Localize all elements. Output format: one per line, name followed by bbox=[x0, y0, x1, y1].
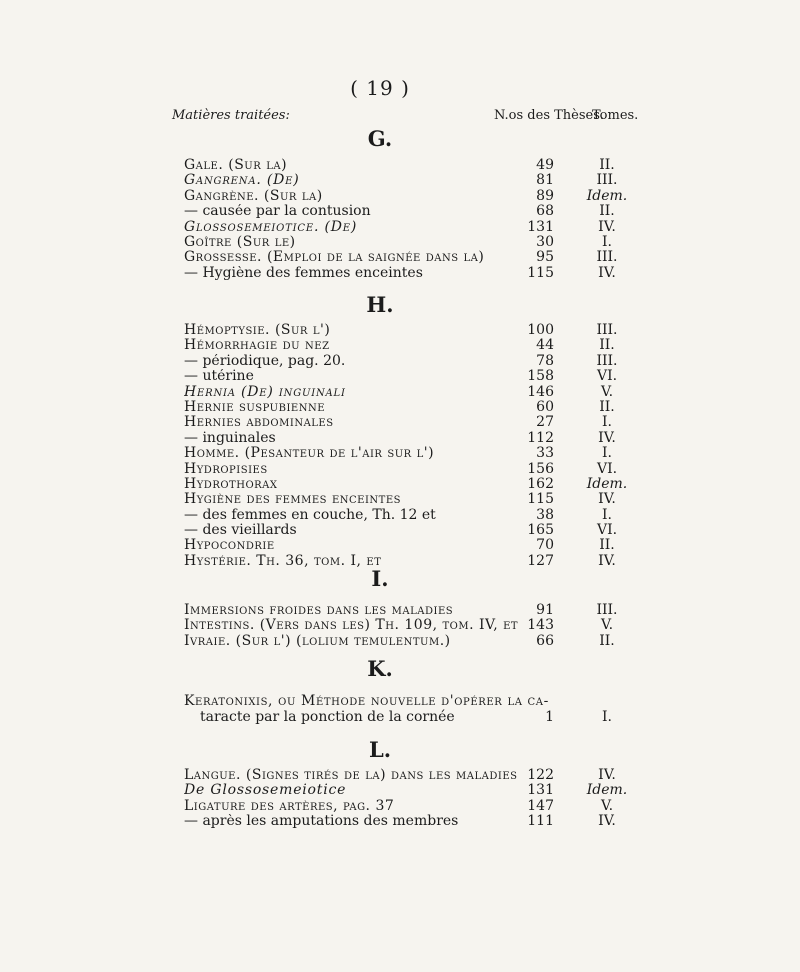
entry-label: Ivraie. (Sur l') (lolium temulentum.) bbox=[184, 633, 451, 649]
entry-label: Gale. (Sur la) bbox=[184, 158, 288, 173]
entry-thesis-number: 146 bbox=[527, 383, 554, 400]
entry-volume: I. bbox=[602, 414, 612, 431]
entry-volume: IV. bbox=[598, 767, 616, 783]
entry-label: Immersions froides dans les maladies bbox=[184, 603, 454, 618]
entry-label: Hydropisies bbox=[184, 461, 268, 477]
section-letter-l: L. bbox=[368, 737, 392, 762]
entry-volume: Idem. bbox=[586, 782, 628, 799]
entry-volume: V. bbox=[600, 797, 614, 814]
index-entry bbox=[184, 323, 630, 338]
page-number: ( 19 ) bbox=[350, 76, 410, 100]
index-entry bbox=[184, 523, 630, 538]
entry-thesis-number: 100 bbox=[527, 322, 554, 338]
entry-volume: II. bbox=[599, 398, 615, 415]
entry-thesis-number: 115 bbox=[527, 264, 554, 281]
entry-label: Hystérie. Th. 36, tom. I, et bbox=[184, 553, 382, 569]
entry-label: Langue. (Signes tirés de la) dans les maladies bbox=[184, 768, 518, 783]
entry-thesis-number: 49 bbox=[536, 157, 554, 173]
index-entry bbox=[184, 266, 630, 281]
section-letter-h: H. bbox=[366, 292, 394, 317]
entry-label: Hernies abdominales bbox=[184, 415, 334, 431]
entry-thesis-number: 78 bbox=[536, 352, 554, 369]
entry-volume: I. bbox=[602, 445, 612, 462]
entry-thesis-number: 91 bbox=[536, 602, 554, 618]
entry-label: Gangrène. (Sur la) bbox=[184, 188, 323, 204]
entry-thesis-number: 66 bbox=[536, 632, 554, 649]
index-entry bbox=[184, 385, 630, 400]
entry-label: Hydrothorax bbox=[184, 476, 278, 492]
index-entry bbox=[184, 446, 630, 461]
index-entry bbox=[184, 603, 630, 618]
entry-label: Ligature des artères, pag. 37 bbox=[184, 798, 395, 814]
entry-label: — causée par la contusion bbox=[184, 204, 371, 220]
section-i-entries bbox=[184, 603, 630, 649]
entry-thesis-number: 27 bbox=[536, 414, 554, 431]
header-subjects: Matières traitées: bbox=[172, 108, 290, 123]
entry-thesis-number: 165 bbox=[527, 522, 554, 539]
entry-volume: II. bbox=[599, 203, 615, 220]
entry-label: Hernia (De) inguinali bbox=[184, 384, 346, 400]
entry-label: — Hygiène des femmes enceintes bbox=[184, 265, 423, 281]
entry-thesis-number: 30 bbox=[536, 233, 554, 250]
index-entry bbox=[184, 158, 630, 173]
entry-volume: IV. bbox=[598, 813, 616, 830]
index-entry bbox=[184, 415, 630, 430]
entry-volume: IV. bbox=[598, 264, 616, 281]
index-entry bbox=[184, 189, 630, 204]
entry-thesis-number: 33 bbox=[536, 445, 554, 462]
entry-volume: IV. bbox=[598, 552, 616, 569]
index-entry bbox=[184, 492, 630, 507]
entry-volume: III. bbox=[596, 352, 618, 369]
entry-thesis-number: 38 bbox=[536, 506, 554, 523]
index-entry bbox=[184, 508, 630, 523]
entry-thesis-number: 122 bbox=[527, 767, 554, 783]
entry-volume: II. bbox=[599, 632, 615, 649]
index-entry bbox=[184, 538, 630, 553]
entry-volume: VI. bbox=[596, 522, 618, 539]
entry-volume: IV. bbox=[598, 491, 616, 508]
entry-volume: III. bbox=[596, 322, 618, 338]
entry-thesis-number: 162 bbox=[527, 475, 554, 492]
entry-thesis-number: 112 bbox=[527, 429, 554, 446]
section-letter-g: G. bbox=[367, 126, 393, 151]
index-entry-keratonixis bbox=[184, 693, 630, 725]
entry-volume: III. bbox=[596, 172, 618, 189]
section-g-entries bbox=[184, 158, 630, 281]
entry-volume: IV. bbox=[598, 429, 616, 446]
entry-label: — des femmes en couche, Th. 12 et bbox=[184, 507, 436, 523]
entry-thesis-number: 81 bbox=[536, 172, 554, 189]
entry-label: — utérine bbox=[184, 369, 254, 385]
index-entry bbox=[184, 400, 630, 415]
entry-thesis-number: 158 bbox=[527, 368, 554, 385]
entry-thesis-number: 1 bbox=[545, 709, 554, 725]
index-entry bbox=[184, 477, 630, 492]
entry-volume: V. bbox=[600, 617, 614, 634]
entry-volume: I. bbox=[602, 709, 612, 725]
entry-label: Homme. (Pesanteur de l'air sur l') bbox=[184, 446, 435, 462]
entry-volume: I. bbox=[602, 506, 612, 523]
section-h-entries bbox=[184, 323, 630, 569]
header-thesis-numbers: N.os des Thèses. bbox=[494, 108, 605, 123]
index-entry bbox=[184, 431, 630, 446]
entry-thesis-number: 95 bbox=[536, 249, 554, 266]
header-volumes: Tomes. bbox=[592, 108, 639, 123]
entry-volume: VI. bbox=[596, 368, 618, 385]
entry-volume: VI. bbox=[596, 460, 618, 477]
entry-label: Goître (Sur le) bbox=[184, 234, 296, 250]
entry-label: — inguinales bbox=[184, 430, 276, 446]
entry-thesis-number: 127 bbox=[527, 552, 554, 569]
entry-label: Hygiène des femmes enceintes bbox=[184, 492, 402, 508]
entry-thesis-number: 89 bbox=[536, 187, 554, 204]
index-entry bbox=[184, 204, 630, 219]
entry-thesis-number: 44 bbox=[536, 337, 554, 354]
entry-thesis-number: 131 bbox=[527, 218, 554, 235]
entry-volume: II. bbox=[599, 337, 615, 354]
entry-volume: V. bbox=[600, 383, 614, 400]
section-l-entries bbox=[184, 768, 630, 830]
entry-volume: Idem. bbox=[586, 187, 628, 204]
entry-line-2 bbox=[184, 709, 630, 725]
entry-label: — des vieillards bbox=[184, 523, 297, 539]
section-letter-i: I. bbox=[371, 566, 389, 591]
entry-label: — après les amputations des membres bbox=[184, 814, 459, 830]
index-entry bbox=[184, 799, 630, 814]
entry-volume: II. bbox=[599, 157, 615, 173]
entry-volume: II. bbox=[599, 537, 615, 554]
index-entry bbox=[184, 618, 630, 633]
entry-thesis-number: 147 bbox=[527, 797, 554, 814]
index-entry bbox=[184, 235, 630, 250]
entry-label: — périodique, pag. 20. bbox=[184, 353, 346, 369]
entry-thesis-number: 131 bbox=[527, 782, 554, 799]
entry-label: Gangrena. (De) bbox=[184, 173, 300, 189]
entry-thesis-number: 111 bbox=[527, 813, 554, 830]
index-entry bbox=[184, 768, 630, 783]
entry-label: Hypocondrie bbox=[184, 538, 275, 554]
entry-label: Glossosemeiotice. (De) bbox=[184, 219, 358, 235]
entry-thesis-number: 143 bbox=[527, 617, 554, 634]
section-letter-k: K. bbox=[367, 656, 393, 681]
entry-volume: IV. bbox=[598, 218, 616, 235]
entry-label: Grossesse. (Emploi de la saignée dans la) bbox=[184, 250, 485, 266]
index-entry bbox=[184, 173, 630, 188]
index-entry bbox=[184, 462, 630, 477]
entry-thesis-number: 60 bbox=[536, 398, 554, 415]
index-entry bbox=[184, 250, 630, 265]
index-entry bbox=[184, 783, 630, 798]
entry-thesis-number: 68 bbox=[536, 203, 554, 220]
entry-thesis-number: 115 bbox=[527, 491, 554, 508]
index-entry bbox=[184, 634, 630, 649]
entry-volume: Idem. bbox=[586, 475, 628, 492]
index-entry bbox=[184, 220, 630, 235]
entry-label: Hémoptysie. (Sur l') bbox=[184, 323, 331, 338]
index-entry bbox=[184, 814, 630, 829]
entry-volume: III. bbox=[596, 602, 618, 618]
entry-label-line-2: taracte par la ponction de la cornée bbox=[200, 709, 455, 725]
entry-thesis-number: 70 bbox=[536, 537, 554, 554]
entry-label: Intestins. (Vers dans les) Th. 109, tom. IV, et bbox=[184, 618, 519, 634]
entry-label: De Glossosemeiotice bbox=[184, 783, 347, 799]
entry-label: Hernie suspubienne bbox=[184, 399, 325, 415]
index-entry bbox=[184, 338, 630, 353]
index-entry bbox=[184, 369, 630, 384]
index-entry bbox=[184, 354, 630, 369]
entry-label-line-1: Keratonixis, ou Méthode nouvelle d'opérer la ca- bbox=[184, 693, 549, 709]
entry-volume: III. bbox=[596, 249, 618, 266]
entry-label: Hémorrhagie du nez bbox=[184, 338, 330, 354]
entry-thesis-number: 156 bbox=[527, 460, 554, 477]
entry-volume: I. bbox=[602, 233, 612, 250]
